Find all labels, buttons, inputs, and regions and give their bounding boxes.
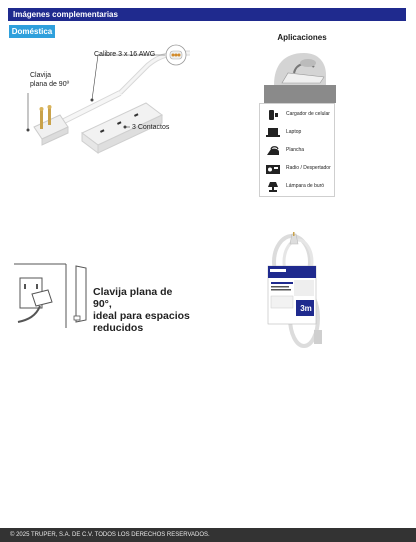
laptop-icon (266, 128, 280, 138)
list-item: Radio / Despertador (260, 161, 334, 177)
feature-text: Clavija plana de 90°, ideal para espacios reducidos (93, 286, 190, 334)
applications-list (259, 103, 335, 197)
list-item: Lámpara de buró (260, 179, 334, 195)
list-item: Plancha (260, 143, 334, 159)
section-header: Imágenes complementarias (8, 8, 406, 21)
product-package-image (262, 232, 342, 356)
iron-icon (266, 146, 280, 156)
list-item: Laptop (260, 125, 334, 141)
gauge-label: Calibre 3 x 16 AWG (94, 51, 156, 58)
applications-title: Aplicaciones (277, 33, 327, 42)
category-badge: Doméstica (9, 25, 55, 38)
plug-label-line1: Clavija (30, 72, 52, 79)
phone-charger-icon (266, 110, 280, 120)
extension-cord-diagram (20, 45, 190, 165)
lamp-icon (266, 182, 280, 192)
radio-clock-icon (266, 164, 280, 174)
package-size-label: 3m (300, 304, 312, 313)
iron-illustration (264, 45, 336, 103)
outlets-label: 3 Contactos (132, 124, 170, 131)
wall-outlet-illustration (14, 262, 90, 328)
plug-label-line2: plana de 90º (30, 81, 70, 88)
list-item: Cargador de celular (260, 107, 334, 123)
footer-copyright: © 2025 TRUPER, S.A. DE C.V. TODOS LOS DERECHOS RESERVADOS. (0, 528, 416, 542)
